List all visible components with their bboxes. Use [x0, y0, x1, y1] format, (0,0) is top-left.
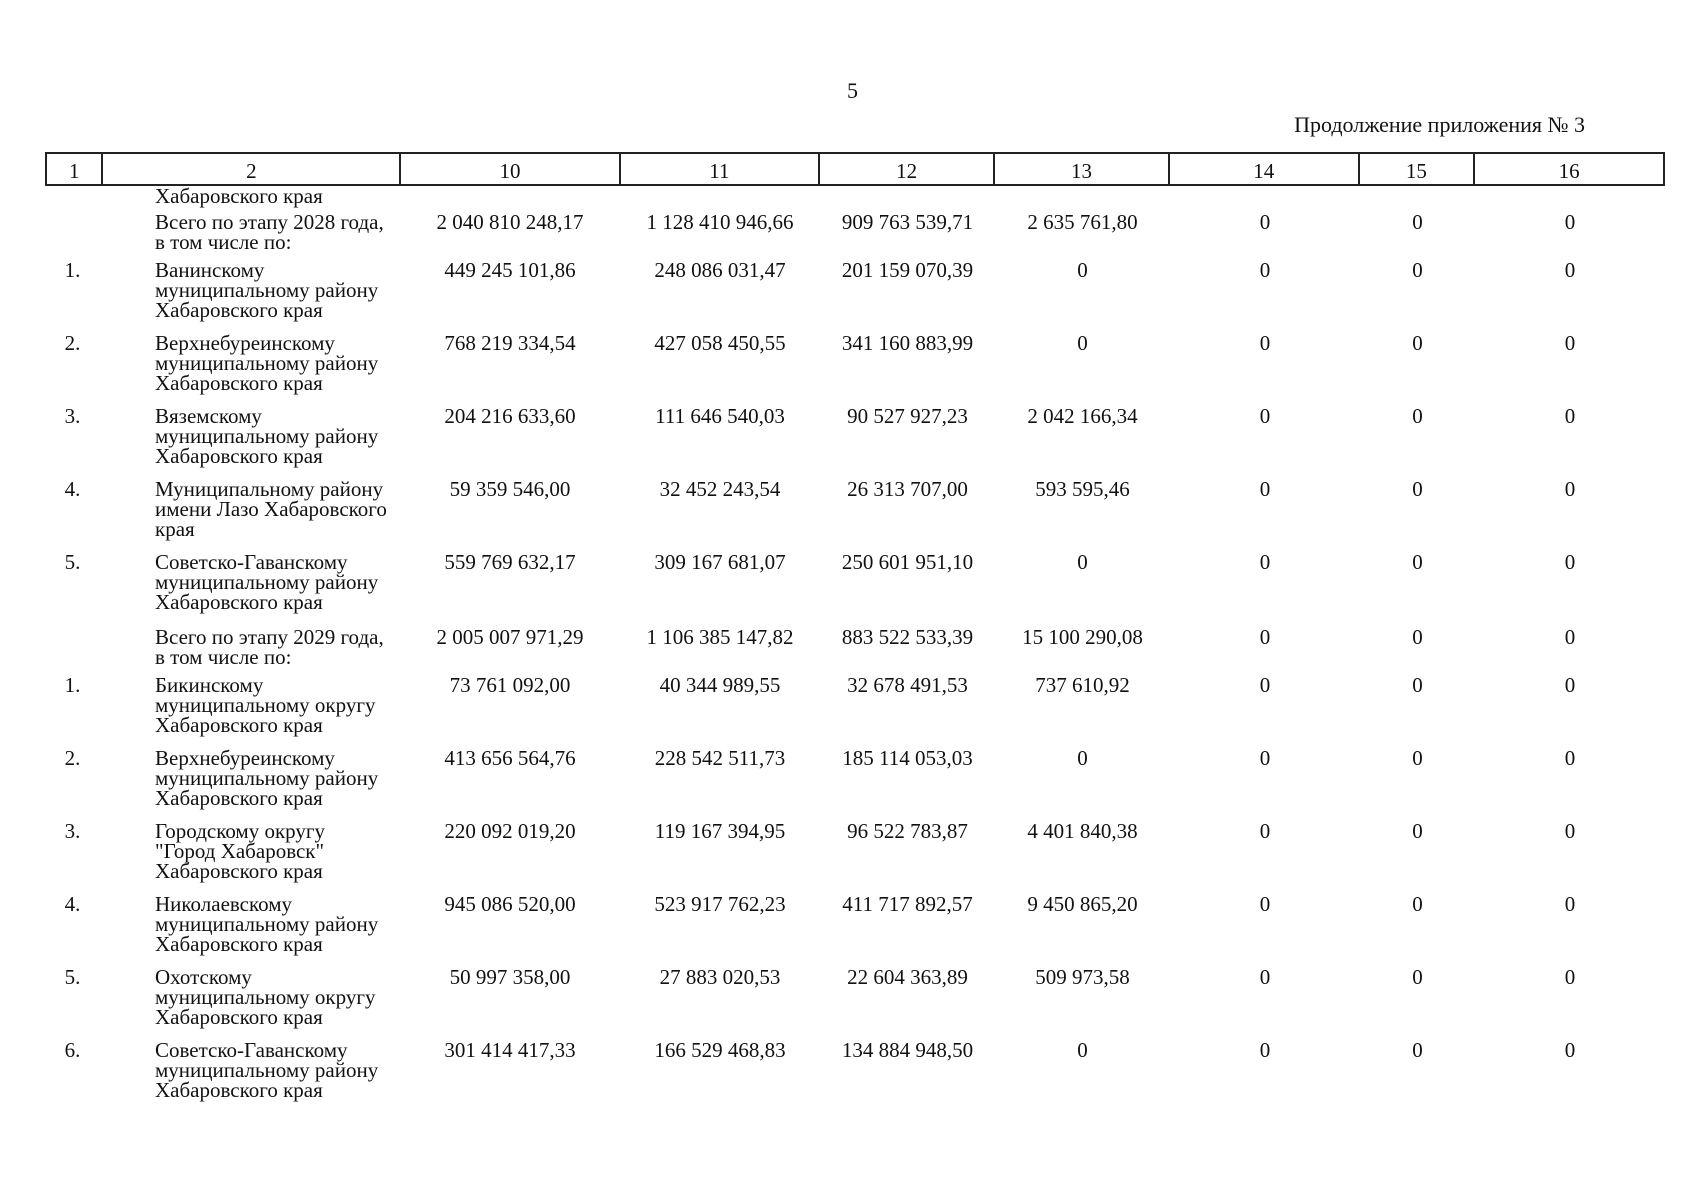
- amount-col-10: 2 040 810 248,17: [436, 210, 584, 234]
- table-row: [45, 894, 1665, 967]
- amount-col-16: 0: [1564, 673, 1576, 697]
- row-number: 1.: [64, 673, 81, 697]
- recipient-name: Муниципальному району имени Лазо Хабаровского края: [155, 477, 387, 541]
- amount-col-11: 523 917 762,23: [654, 892, 786, 916]
- amount-col-15: 0: [1412, 819, 1423, 843]
- amount-col-10: 301 414 417,33: [444, 1038, 576, 1062]
- table-row: [45, 406, 1665, 479]
- amount-col-15: 0: [1412, 210, 1423, 234]
- recipient-name: Бикинскому муниципальному округу Хабаровского края: [155, 673, 376, 737]
- amount-col-12: 250 601 951,10: [841, 550, 974, 574]
- page-number: 5: [847, 78, 858, 103]
- amount-col-14: 0: [1259, 673, 1271, 697]
- amount-col-15: 0: [1412, 1038, 1423, 1062]
- amount-col-13: 2 042 166,34: [1027, 404, 1138, 428]
- row-number: 4.: [64, 892, 81, 916]
- amount-col-15: 0: [1412, 965, 1423, 989]
- amount-col-14: 0: [1259, 258, 1271, 282]
- row-number: 5.: [64, 965, 81, 989]
- table-row: [45, 675, 1665, 748]
- table-row: [45, 552, 1665, 625]
- recipient-name: Вяземскому муниципальному району Хабаровского края: [155, 404, 379, 468]
- amount-col-13: 737 610,92: [1035, 673, 1130, 697]
- row-number: 2.: [64, 331, 81, 355]
- amount-col-16: 0: [1564, 819, 1576, 843]
- total-row: [45, 627, 1665, 675]
- amount-col-11: 1 106 385 147,82: [646, 625, 794, 649]
- amount-col-10: 413 656 564,76: [444, 746, 576, 770]
- amount-col-15: 0: [1412, 331, 1423, 355]
- amount-col-14: 0: [1259, 819, 1271, 843]
- amount-col-10: 59 359 546,00: [449, 477, 571, 501]
- recipient-name: Всего по этапу 2028 года, в том числе по:: [155, 210, 384, 254]
- amount-col-16: 0: [1564, 1038, 1576, 1062]
- amount-col-13: 0: [1077, 331, 1088, 355]
- recipient-name: Охотскому муниципальному округу Хабаровского края: [155, 965, 376, 1029]
- amount-col-14: 0: [1259, 331, 1271, 355]
- header-col-10: 10: [400, 153, 619, 185]
- amount-col-16: 0: [1564, 892, 1576, 916]
- recipient-name: Верхнебуреинскому муниципальному району Хабаровского края: [155, 331, 379, 395]
- carryover-text: Хабаровского края: [155, 184, 323, 208]
- amount-col-13: 2 635 761,80: [1027, 210, 1138, 234]
- amount-col-13: 9 450 865,20: [1027, 892, 1138, 916]
- carryover-row: [45, 186, 1665, 210]
- amount-col-11: 111 646 540,03: [655, 404, 785, 428]
- amount-col-12: 201 159 070,39: [841, 258, 974, 282]
- amount-col-12: 883 522 533,39: [841, 625, 974, 649]
- amount-col-11: 27 883 020,53: [659, 965, 781, 989]
- amount-col-12: 185 114 053,03: [842, 746, 973, 770]
- amount-col-11: 248 086 031,47: [654, 258, 786, 282]
- amount-col-14: 0: [1259, 1038, 1271, 1062]
- column-header-table: [45, 152, 1665, 186]
- amount-col-10: 559 769 632,17: [444, 550, 576, 574]
- amount-col-12: 22 604 363,89: [847, 965, 968, 989]
- total-row: [45, 212, 1665, 260]
- row-number: 4.: [64, 477, 81, 501]
- table-row: [45, 967, 1665, 1040]
- amount-col-12: 90 527 927,23: [847, 404, 968, 428]
- header-col-13: 13: [994, 153, 1169, 185]
- amount-col-11: 40 344 989,55: [659, 673, 781, 697]
- amount-col-16: 0: [1564, 625, 1576, 649]
- amount-col-15: 0: [1412, 258, 1423, 282]
- header-col-11: 11: [620, 153, 820, 185]
- row-number: 2.: [64, 746, 81, 770]
- continuation-caption: Продолжение приложения № 3: [1294, 112, 1585, 137]
- amount-col-11: 32 452 243,54: [659, 477, 781, 501]
- recipient-name: Советско-Гаванскому муниципальному району Хабаровского края: [155, 550, 379, 614]
- amount-col-10: 220 092 019,20: [444, 819, 576, 843]
- amount-col-14: 0: [1259, 210, 1271, 234]
- amount-col-12: 134 884 948,50: [841, 1038, 974, 1062]
- amount-col-14: 0: [1259, 404, 1271, 428]
- amount-col-13: 0: [1077, 550, 1088, 574]
- table-row: [45, 1040, 1665, 1113]
- amount-col-16: 0: [1564, 210, 1576, 234]
- amount-col-13: 4 401 840,38: [1027, 819, 1138, 843]
- amount-col-12: 26 313 707,00: [847, 477, 968, 501]
- amount-col-16: 0: [1564, 477, 1576, 501]
- amount-col-16: 0: [1564, 965, 1576, 989]
- recipient-name: Верхнебуреинскому муниципальному району Хабаровского края: [155, 746, 379, 810]
- table-row: [45, 333, 1665, 406]
- row-number: 3.: [64, 819, 81, 843]
- recipient-name: Николаевскому муниципальному району Хабаровского края: [155, 892, 379, 956]
- amount-col-15: 0: [1412, 673, 1423, 697]
- recipient-name: Городскому округу "Город Хабаровск" Хабаровского края: [155, 819, 326, 883]
- header-col-12: 12: [819, 153, 994, 185]
- amount-col-14: 0: [1259, 892, 1271, 916]
- amount-col-14: 0: [1259, 746, 1271, 770]
- amount-col-11: 119 167 394,95: [654, 819, 786, 843]
- recipient-name: Советско-Гаванскому муниципальному району Хабаровского края: [155, 1038, 379, 1102]
- amount-col-13: 15 100 290,08: [1022, 625, 1143, 649]
- amount-col-10: 50 997 358,00: [449, 965, 571, 989]
- amount-col-14: 0: [1259, 965, 1271, 989]
- amount-col-11: 1 128 410 946,66: [646, 210, 794, 234]
- row-number: 6.: [64, 1038, 81, 1062]
- row-number: [45, 212, 100, 260]
- amount-col-16: 0: [1564, 404, 1576, 428]
- table-row: [45, 479, 1665, 552]
- amount-col-10: 449 245 101,86: [444, 258, 576, 282]
- amount-col-15: 0: [1412, 404, 1423, 428]
- amount-col-12: 32 678 491,53: [847, 673, 968, 697]
- amount-col-13: 509 973,58: [1035, 965, 1130, 989]
- amount-col-16: 0: [1564, 550, 1576, 574]
- table-row: [45, 748, 1665, 821]
- rows-container: [45, 212, 1665, 1113]
- row-number: 1.: [64, 258, 81, 282]
- recipient-name: Ванинскому муниципальному району Хабаровского края: [155, 258, 379, 322]
- amount-col-15: 0: [1412, 477, 1423, 501]
- header-col-1: 1: [46, 153, 102, 185]
- amount-col-11: 228 542 511,73: [654, 746, 786, 770]
- amount-col-15: 0: [1412, 892, 1423, 916]
- amount-col-12: 341 160 883,99: [841, 331, 974, 355]
- amount-col-16: 0: [1564, 746, 1576, 770]
- row-number: [45, 627, 100, 675]
- amount-col-13: 593 595,46: [1035, 477, 1130, 501]
- amount-col-12: 411 717 892,57: [842, 892, 973, 916]
- table-row: [45, 260, 1665, 333]
- amount-col-10: 73 761 092,00: [449, 673, 571, 697]
- amount-col-15: 0: [1412, 746, 1423, 770]
- amount-col-12: 96 522 783,87: [847, 819, 968, 843]
- amount-col-14: 0: [1259, 477, 1271, 501]
- header-col-15: 15: [1359, 153, 1475, 185]
- header-col-14: 14: [1169, 153, 1359, 185]
- amount-col-11: 166 529 468,83: [654, 1038, 786, 1062]
- amount-col-15: 0: [1412, 625, 1423, 649]
- row-number: 5.: [64, 550, 81, 574]
- amount-col-13: 0: [1077, 258, 1088, 282]
- amount-col-10: 945 086 520,00: [444, 892, 576, 916]
- amount-col-13: 0: [1077, 1038, 1088, 1062]
- row-number: 3.: [64, 404, 81, 428]
- table-row: [45, 821, 1665, 894]
- header-col-2: 2: [102, 153, 400, 185]
- amount-col-10: 204 216 633,60: [444, 404, 576, 428]
- amount-col-14: 0: [1259, 550, 1271, 574]
- amount-col-15: 0: [1412, 550, 1423, 574]
- recipient-name: Всего по этапу 2029 года, в том числе по:: [155, 625, 384, 669]
- header-col-16: 16: [1474, 153, 1664, 185]
- amount-col-16: 0: [1564, 331, 1576, 355]
- amount-col-12: 909 763 539,71: [841, 210, 974, 234]
- amount-col-10: 768 219 334,54: [444, 331, 576, 355]
- amount-col-14: 0: [1259, 625, 1271, 649]
- amount-col-11: 427 058 450,55: [654, 331, 786, 355]
- amount-col-16: 0: [1564, 258, 1576, 282]
- table-body: [45, 186, 1665, 1113]
- amount-col-10: 2 005 007 971,29: [436, 625, 584, 649]
- amount-col-11: 309 167 681,07: [654, 550, 786, 574]
- amount-col-13: 0: [1077, 746, 1088, 770]
